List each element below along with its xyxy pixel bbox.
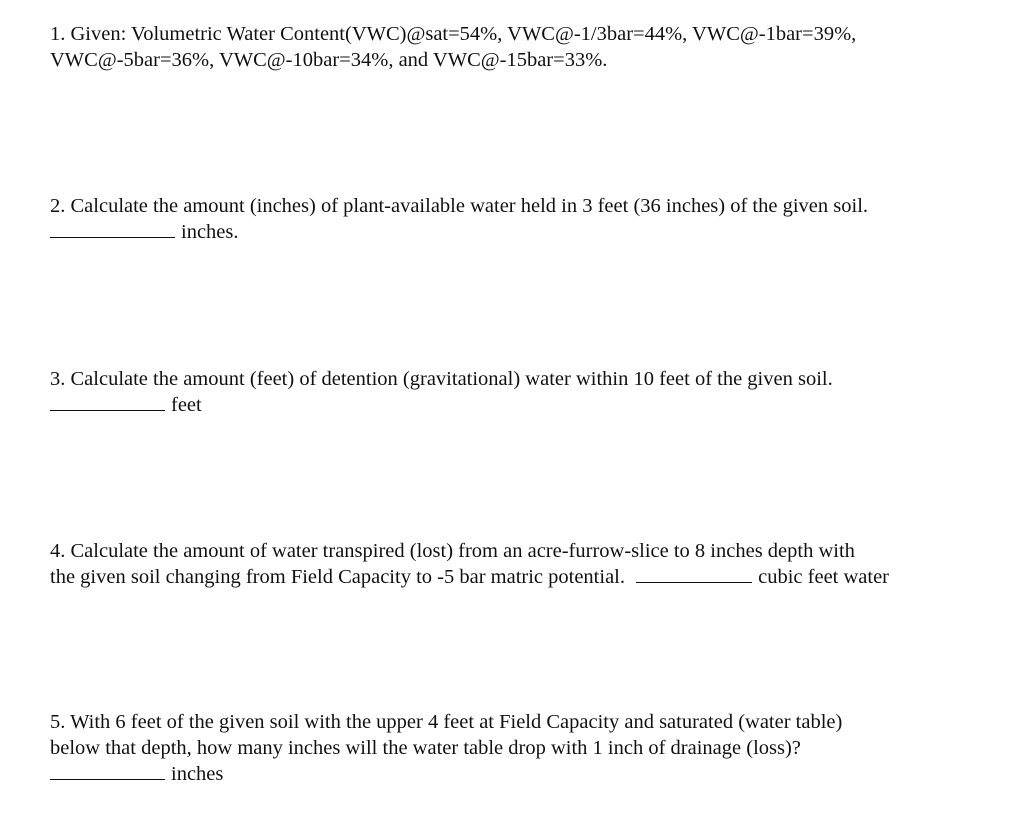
question-5-unit: inches — [171, 763, 224, 785]
question-2-unit: inches. — [181, 221, 239, 243]
question-2 — [50, 193, 1000, 245]
question-5-line-2: below that depth, how many inches will the water table drop with 1 inch of drainage (loss)? — [50, 737, 801, 759]
answer-blank-3[interactable] — [50, 392, 165, 411]
answer-blank-2[interactable] — [50, 219, 175, 238]
question-4-unit: cubic feet water — [758, 566, 890, 588]
question-4-line-1: 4. Calculate the amount of water transpired (lost) from an acre-furrow-slice to 8 inches depth with — [50, 540, 855, 562]
answer-blank-4[interactable] — [636, 564, 752, 583]
question-4-answer-row — [50, 564, 1000, 590]
question-3-line-1: 3. Calculate the amount (feet) of detention (gravitational) water within 10 feet of the given soil. — [50, 368, 833, 390]
question-1-line-2: VWC@-5bar=36%, VWC@-10bar=34%, and VWC@-15bar=33%. — [50, 49, 608, 71]
question-5-answer-row — [50, 761, 1000, 787]
question-2-line-1: 2. Calculate the amount (inches) of plant-available water held in 3 feet (36 inches) of the given soil. — [50, 195, 869, 217]
question-3 — [50, 366, 1000, 418]
question-3-unit: feet — [171, 394, 202, 416]
question-5 — [50, 709, 1000, 787]
question-3-answer-row — [50, 392, 1000, 418]
question-2-answer-row — [50, 219, 1000, 245]
question-1-line-1: 1. Given: Volumetric Water Content(VWC)@sat=54%, VWC@-1/3bar=44%, VWC@-1bar=39%, — [50, 23, 857, 45]
answer-blank-5[interactable] — [50, 761, 165, 780]
question-4-line-2: the given soil changing from Field Capacity to -5 bar matric potential. — [50, 566, 625, 588]
question-5-line-1: 5. With 6 feet of the given soil with the upper 4 feet at Field Capacity and saturated (water table) — [50, 711, 843, 733]
question-1 — [50, 21, 1000, 73]
question-4 — [50, 538, 1000, 590]
